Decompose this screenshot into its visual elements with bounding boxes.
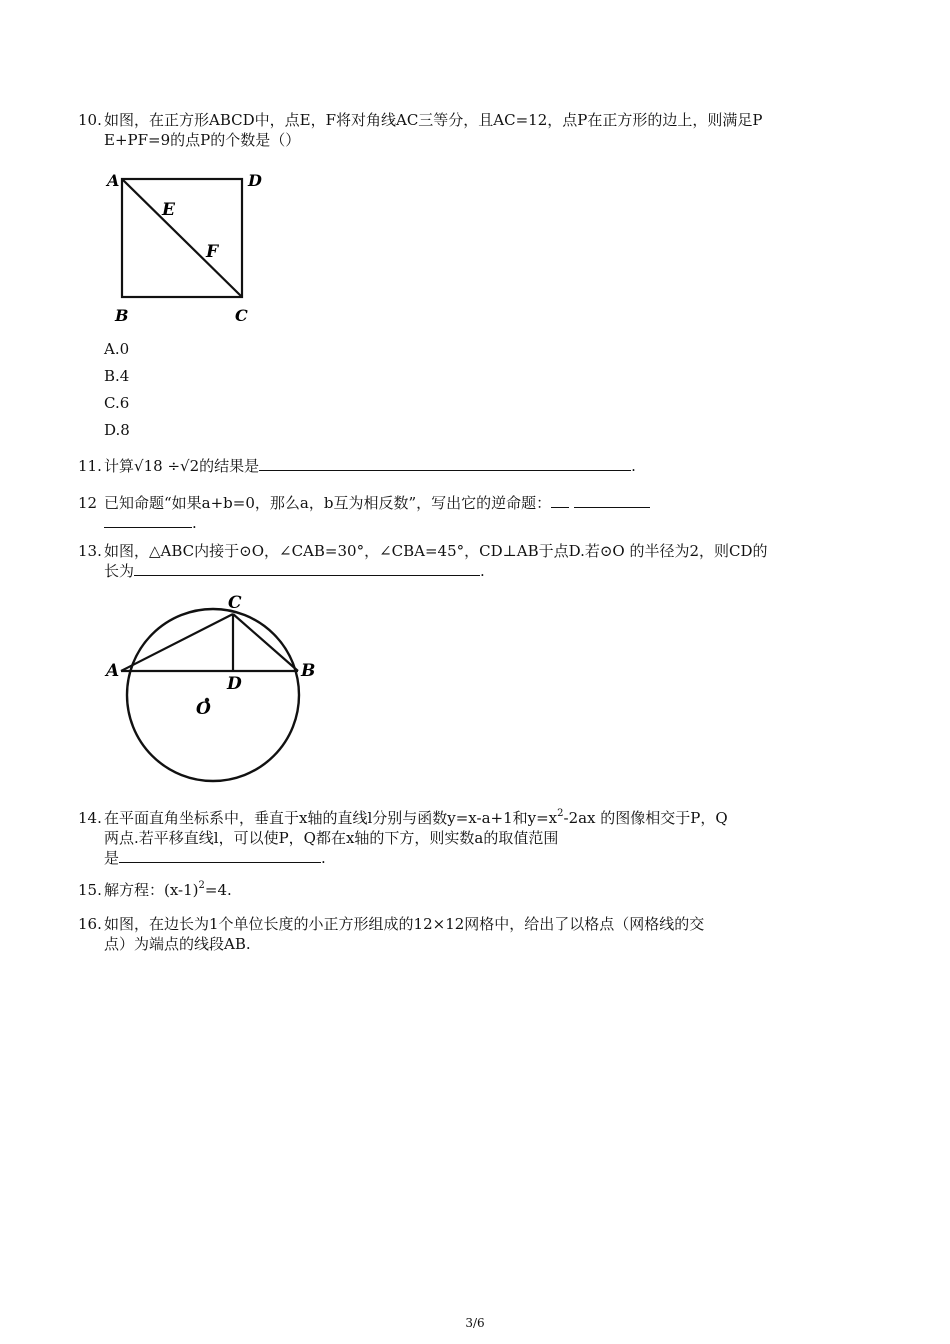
question-text: 解方程：$(x-1)^2=4$. <box>104 880 232 899</box>
question-text: E+PF=9的点P的个数是（） <box>104 131 301 149</box>
answer-blank[interactable] <box>119 848 321 863</box>
question-number: 13. <box>78 542 102 560</box>
label-D: D <box>248 171 262 190</box>
question-text: 在平面直角坐标系中，垂直于x轴的直线l分别与函数y=x-a+1和$y=x^2-2ax$ 的图像相交于P，Q <box>104 808 728 827</box>
label-B: B <box>115 306 129 325</box>
square-diagram <box>100 166 280 330</box>
question-number: 16. <box>78 915 102 933</box>
sqrt-18: √18 <box>134 457 163 475</box>
option-b: B.4 <box>104 367 130 385</box>
label-C: C <box>235 306 248 325</box>
question-text: 如图，△ABC内接于⊙O，∠CAB=30°，∠CBA=45°，CD⊥AB于点D.若⊙O 的半径为2，则CD的 <box>104 542 768 560</box>
sqrt-2: √2 <box>180 457 200 475</box>
question-text: 如图，在正方形ABCD中，点E，F将对角线AC三等分，且AC=12，点P在正方形的边上，则满足P <box>104 111 763 129</box>
answer-blank[interactable] <box>574 493 650 508</box>
circle-diagram <box>100 588 330 788</box>
answer-blank[interactable] <box>104 513 192 528</box>
answer-blank[interactable] <box>259 456 631 471</box>
question-text: 计算√18 ÷√2的结果是 . <box>104 457 636 475</box>
question-number: 10. <box>78 111 102 129</box>
question-number: 14. <box>78 809 102 827</box>
question-text: 点）为端点的线段AB. <box>104 935 251 953</box>
page-number: 3/6 <box>465 1316 485 1330</box>
option-c: C.6 <box>104 394 130 412</box>
label-O: O <box>196 699 211 719</box>
label-F: F <box>206 242 219 262</box>
question-text: 两点.若平移直线l，可以使P，Q都在x轴的下方，则实数a的取值范围 <box>104 829 559 847</box>
label-D: D <box>227 674 242 694</box>
label-C: C <box>228 593 242 613</box>
option-d: D.8 <box>104 421 130 439</box>
option-a: A.0 <box>104 340 130 358</box>
answer-blank[interactable] <box>134 561 480 576</box>
label-A: A <box>106 661 120 681</box>
answer-blank[interactable] <box>551 493 569 508</box>
label-B: B <box>301 661 316 681</box>
question-number: 12 <box>78 494 98 512</box>
question-text: 如图，在边长为1个单位长度的小正方形组成的12×12网格中，给出了以格点（网格线的交 <box>104 915 705 933</box>
label-A: A <box>107 171 120 190</box>
label-E: E <box>162 200 175 220</box>
question-text: 已知命题“如果a+b=0，那么a，b互为相反数”，写出它的逆命题： <box>104 493 650 513</box>
question-number: 11. <box>78 457 102 475</box>
question-number: 15. <box>78 881 102 899</box>
